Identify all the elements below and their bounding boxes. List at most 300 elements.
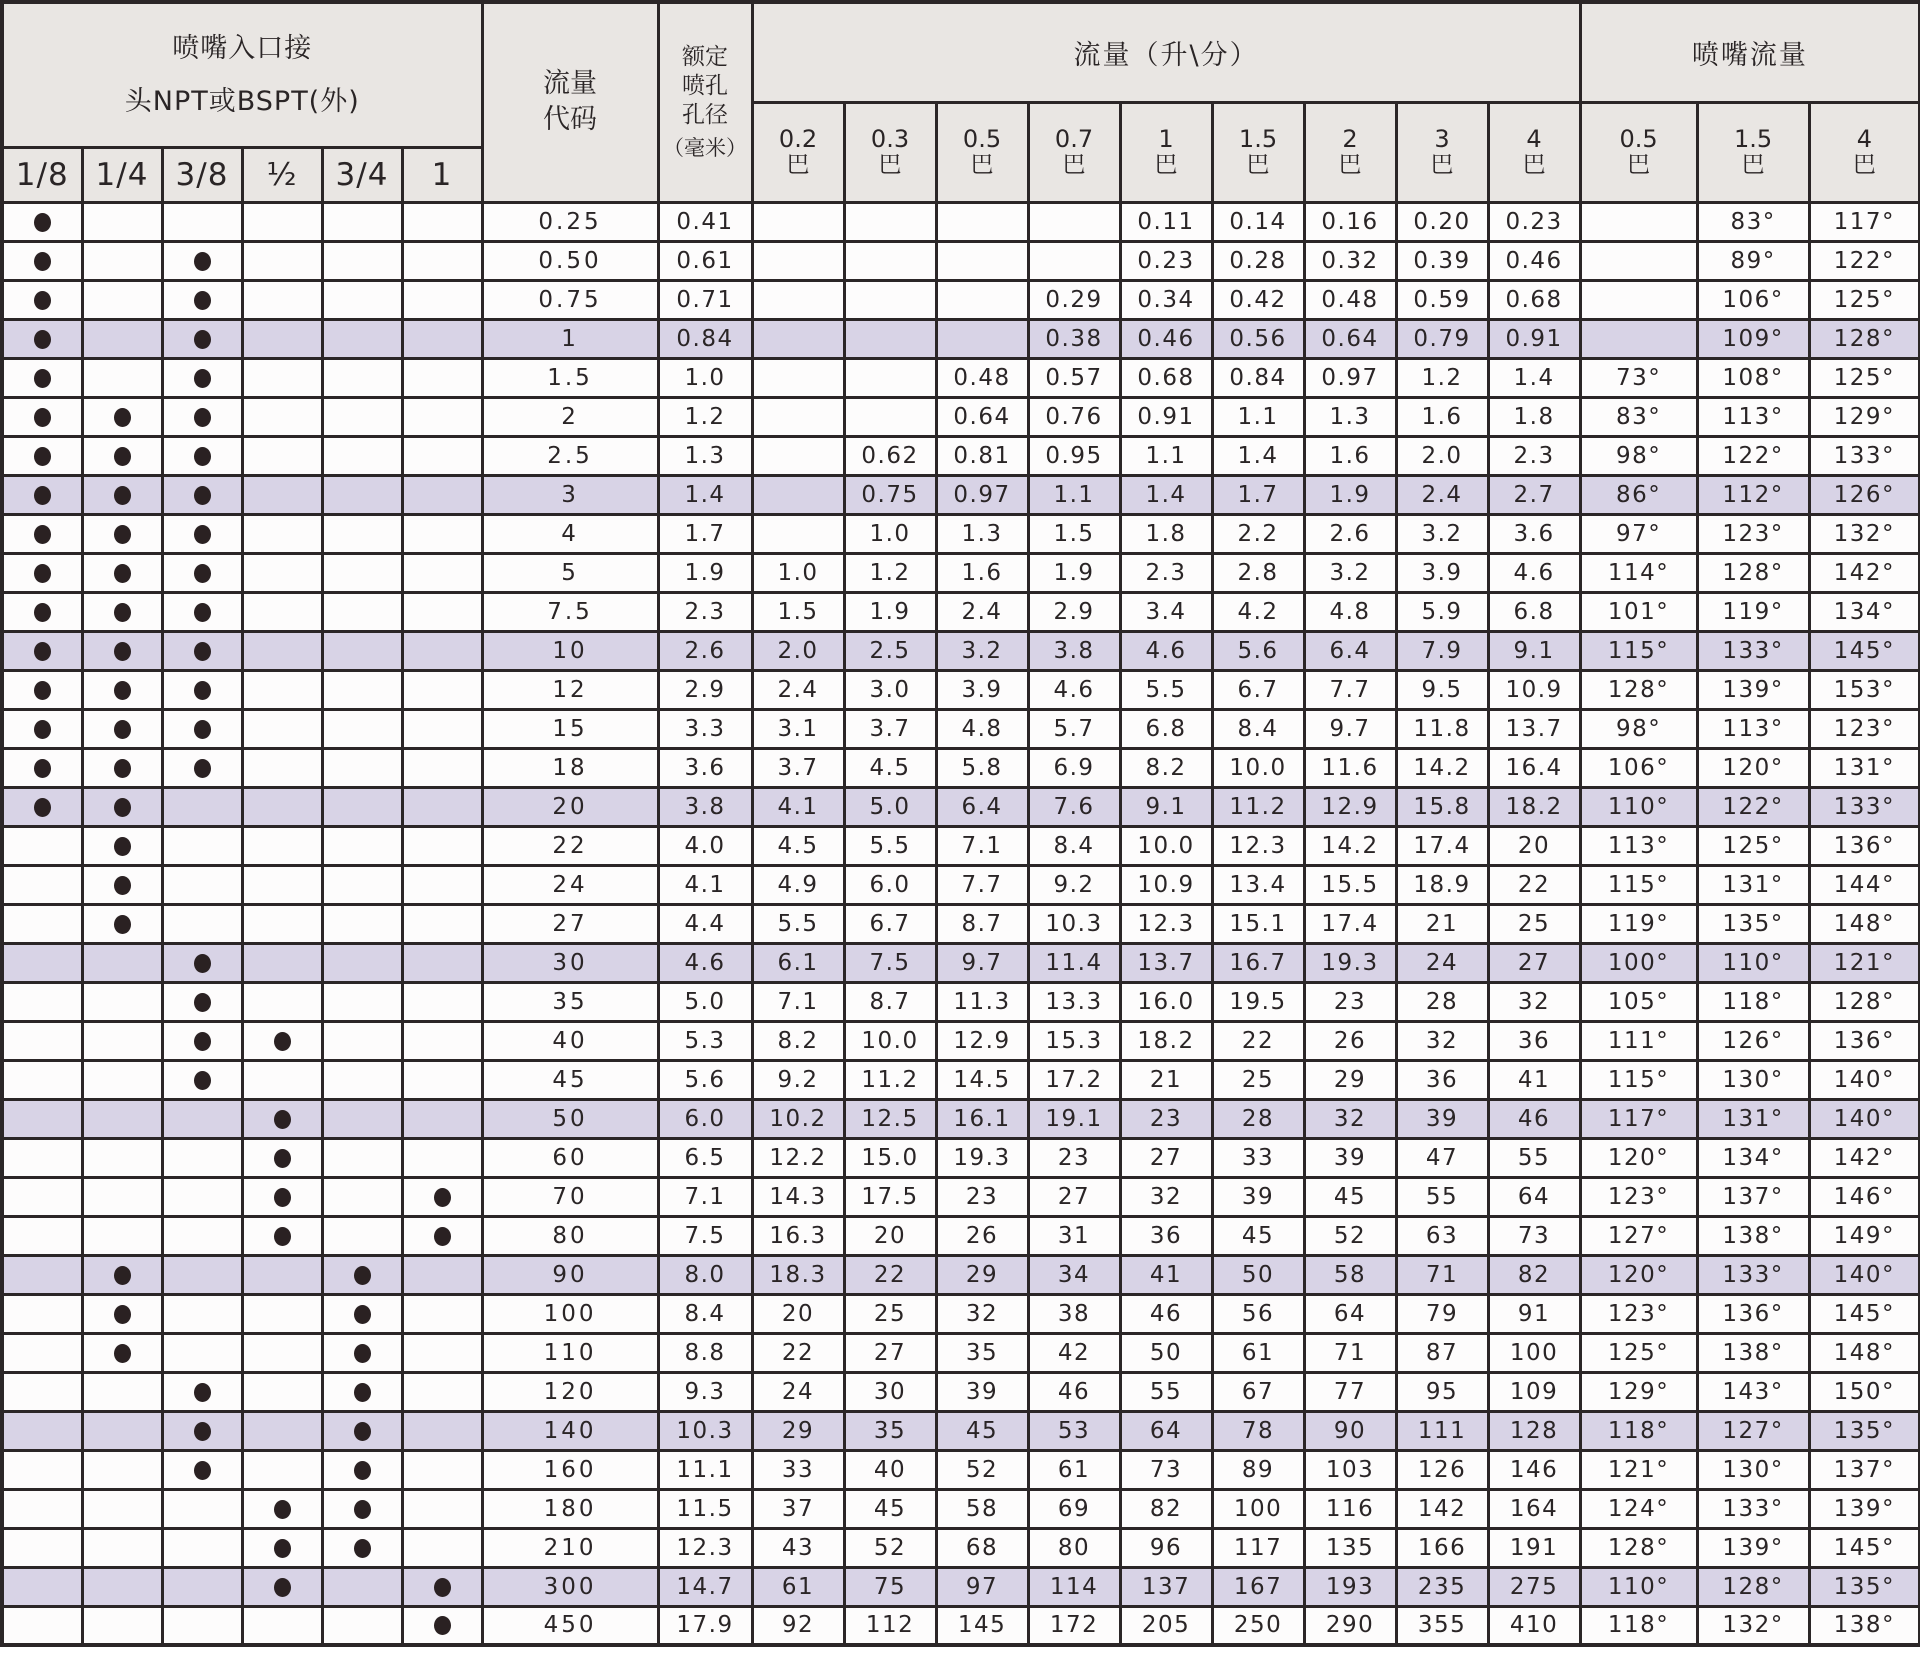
spray-angle-cell: 113°: [1697, 397, 1809, 436]
orifice-diameter-cell: 6.5: [658, 1138, 752, 1177]
flow-value-cell: 29: [936, 1255, 1028, 1294]
availability-dot-icon: [114, 1305, 131, 1324]
flow-value-cell: 87: [1396, 1333, 1488, 1372]
availability-dot-icon: [354, 1422, 371, 1441]
flow-value-cell: 80: [1028, 1528, 1120, 1567]
inlet-dot-cell: [402, 1177, 482, 1216]
inlet-size-header-1-2: ½: [242, 147, 322, 202]
inlet-dot-cell: [322, 1372, 402, 1411]
inlet-dot-cell: [162, 865, 242, 904]
spray-angle-cell: 98°: [1580, 436, 1697, 475]
inlet-size-header-1: 1: [402, 147, 482, 202]
flow-value-cell: 5.5: [844, 826, 936, 865]
flow-value-cell: 2.4: [752, 670, 844, 709]
flow-value-cell: 0.76: [1028, 397, 1120, 436]
inlet-dot-cell: [82, 397, 162, 436]
flow-value-cell: 2.7: [1488, 475, 1580, 514]
inlet-dot-cell: [2, 358, 82, 397]
inlet-dot-cell: [242, 1450, 322, 1489]
flow-value-cell: 89: [1212, 1450, 1304, 1489]
table-row: [2, 943, 1920, 982]
spray-angle-cell: 143°: [1697, 1372, 1809, 1411]
orifice-diameter-cell: 0.41: [658, 202, 752, 241]
flow-value-cell: 3.7: [752, 748, 844, 787]
flow-value-cell: 12.2: [752, 1138, 844, 1177]
flow-value-cell: [1028, 202, 1120, 241]
inlet-dot-cell: [82, 670, 162, 709]
flow-value-cell: 3.9: [936, 670, 1028, 709]
flow-value-cell: [752, 358, 844, 397]
inlet-dot-cell: [2, 241, 82, 280]
pressure-header-3bar: 3 巴: [1396, 102, 1488, 202]
flow-code-cell: 120: [482, 1372, 658, 1411]
flow-value-cell: 111: [1396, 1411, 1488, 1450]
inlet-dot-cell: [242, 319, 322, 358]
inlet-dot-cell: [242, 280, 322, 319]
flow-value-cell: 18.2: [1488, 787, 1580, 826]
inlet-dot-cell: [82, 1606, 162, 1645]
inlet-dot-cell: [322, 514, 402, 553]
availability-dot-icon: [194, 447, 211, 466]
table-row: [2, 787, 1920, 826]
flow-value-cell: 0.95: [1028, 436, 1120, 475]
spray-angle-cell: 123°: [1809, 709, 1920, 748]
inlet-dot-cell: [402, 1294, 482, 1333]
availability-dot-icon: [354, 1461, 371, 1480]
inlet-dot-cell: [242, 1606, 322, 1645]
flow-value-cell: 78: [1212, 1411, 1304, 1450]
flow-value-cell: 11.3: [936, 982, 1028, 1021]
inlet-dot-cell: [322, 709, 402, 748]
spray-angle-cell: 83°: [1580, 397, 1697, 436]
flow-value-cell: [844, 202, 936, 241]
flow-value-cell: 15.5: [1304, 865, 1396, 904]
flow-value-cell: 91: [1488, 1294, 1580, 1333]
table-row: [2, 1177, 1920, 1216]
flow-value-cell: 0.81: [936, 436, 1028, 475]
inlet-dot-cell: [322, 1021, 402, 1060]
inlet-dot-cell: [82, 709, 162, 748]
flow-value-cell: 3.6: [1488, 514, 1580, 553]
flow-code-cell: 140: [482, 1411, 658, 1450]
flow-value-cell: 73: [1488, 1216, 1580, 1255]
table-row: [2, 1021, 1920, 1060]
flow-value-cell: 20: [752, 1294, 844, 1333]
flow-value-cell: 0.29: [1028, 280, 1120, 319]
availability-dot-icon: [114, 681, 131, 700]
spray-angle-cell: 140°: [1809, 1099, 1920, 1138]
spray-angle-cell: 148°: [1809, 1333, 1920, 1372]
flow-value-cell: 27: [1120, 1138, 1212, 1177]
spray-angle-cell: 101°: [1580, 592, 1697, 631]
table-row: [2, 1606, 1920, 1645]
orifice-diameter-cell: 3.3: [658, 709, 752, 748]
spray-angle-cell: 125°: [1809, 280, 1920, 319]
inlet-dot-cell: [2, 787, 82, 826]
flow-value-cell: 12.9: [936, 1021, 1028, 1060]
availability-dot-icon: [354, 1500, 371, 1519]
inlet-dot-cell: [242, 1060, 322, 1099]
spray-angle-cell: 153°: [1809, 670, 1920, 709]
flow-value-cell: 1.4: [1488, 358, 1580, 397]
flow-value-cell: 27: [1488, 943, 1580, 982]
inlet-dot-cell: [2, 1138, 82, 1177]
flow-code-cell: 40: [482, 1021, 658, 1060]
flow-value-cell: 4.8: [936, 709, 1028, 748]
inlet-dot-cell: [402, 1489, 482, 1528]
inlet-dot-cell: [82, 1333, 162, 1372]
flow-value-cell: 5.9: [1396, 592, 1488, 631]
orifice-diameter-cell: 1.3: [658, 436, 752, 475]
flow-value-cell: [936, 202, 1028, 241]
flow-value-cell: 10.0: [844, 1021, 936, 1060]
inlet-dot-cell: [402, 397, 482, 436]
flow-value-cell: 0.56: [1212, 319, 1304, 358]
availability-dot-icon: [114, 915, 131, 934]
spray-angle-cell: 148°: [1809, 904, 1920, 943]
inlet-dot-cell: [162, 670, 242, 709]
spray-angle-cell: 132°: [1697, 1606, 1809, 1645]
spray-angle-cell: 110°: [1580, 787, 1697, 826]
table-row: [2, 1528, 1920, 1567]
flow-value-cell: 0.32: [1304, 241, 1396, 280]
spray-angle-cell: 115°: [1580, 1060, 1697, 1099]
inlet-dot-cell: [402, 1528, 482, 1567]
flow-value-cell: 0.20: [1396, 202, 1488, 241]
flow-value-cell: 4.6: [1120, 631, 1212, 670]
flow-value-cell: 75: [844, 1567, 936, 1606]
availability-dot-icon: [114, 642, 131, 661]
inlet-dot-cell: [2, 1567, 82, 1606]
inlet-dot-cell: [322, 865, 402, 904]
inlet-dot-cell: [2, 1333, 82, 1372]
table-row: [2, 202, 1920, 241]
table-row: [2, 436, 1920, 475]
spray-angle-cell: 146°: [1809, 1177, 1920, 1216]
availability-dot-icon: [114, 1344, 131, 1363]
inlet-dot-cell: [162, 1099, 242, 1138]
inlet-dot-cell: [242, 943, 322, 982]
inlet-dot-cell: [162, 631, 242, 670]
inlet-dot-cell: [2, 1216, 82, 1255]
orifice-diameter-cell: 11.1: [658, 1450, 752, 1489]
flow-value-cell: 5.6: [1212, 631, 1304, 670]
orifice-diameter-cell: 9.3: [658, 1372, 752, 1411]
flow-value-cell: 14.5: [936, 1060, 1028, 1099]
flow-value-cell: 35: [844, 1411, 936, 1450]
flow-value-cell: 9.1: [1120, 787, 1212, 826]
spray-angle-cell: 120°: [1697, 748, 1809, 787]
inlet-dot-cell: [402, 1255, 482, 1294]
flow-value-cell: 37: [752, 1489, 844, 1528]
spray-angle-cell: 118°: [1580, 1411, 1697, 1450]
flow-value-cell: 0.64: [1304, 319, 1396, 358]
orifice-diameter-cell: 3.6: [658, 748, 752, 787]
spray-angle-cell: [1580, 280, 1697, 319]
table-row: [2, 475, 1920, 514]
flow-value-cell: 166: [1396, 1528, 1488, 1567]
inlet-dot-cell: [2, 1489, 82, 1528]
spray-angle-cell: 128°: [1809, 982, 1920, 1021]
inlet-size-header-3-8: 3/8: [162, 147, 242, 202]
flow-code-cell: 60: [482, 1138, 658, 1177]
spray-angle-cell: 113°: [1697, 709, 1809, 748]
table-row: [2, 358, 1920, 397]
inlet-dot-cell: [2, 826, 82, 865]
availability-dot-icon: [354, 1344, 371, 1363]
inlet-dot-cell: [82, 319, 162, 358]
flow-value-cell: 0.62: [844, 436, 936, 475]
flow-value-cell: 0.23: [1488, 202, 1580, 241]
flow-value-cell: 3.2: [1304, 553, 1396, 592]
flow-value-cell: 9.2: [752, 1060, 844, 1099]
flow-value-cell: 33: [752, 1450, 844, 1489]
spray-angle-cell: 120°: [1580, 1255, 1697, 1294]
flow-value-cell: 25: [1212, 1060, 1304, 1099]
flow-code-cell: 100: [482, 1294, 658, 1333]
flow-code-cell: 50: [482, 1099, 658, 1138]
spray-angle-cell: 108°: [1697, 358, 1809, 397]
flow-code-cell: 2: [482, 397, 658, 436]
flow-code-cell: 450: [482, 1606, 658, 1645]
flow-value-cell: 43: [752, 1528, 844, 1567]
inlet-dot-cell: [162, 982, 242, 1021]
flow-value-cell: 0.14: [1212, 202, 1304, 241]
inlet-dot-cell: [162, 1216, 242, 1255]
inlet-dot-cell: [82, 1294, 162, 1333]
inlet-dot-cell: [82, 1060, 162, 1099]
inlet-dot-cell: [242, 1372, 322, 1411]
inlet-dot-cell: [82, 358, 162, 397]
flow-value-cell: 69: [1028, 1489, 1120, 1528]
spray-angle-cell: 122°: [1697, 787, 1809, 826]
flow-value-cell: 9.2: [1028, 865, 1120, 904]
availability-dot-icon: [274, 1539, 291, 1558]
availability-dot-icon: [194, 993, 211, 1012]
inlet-dot-cell: [322, 670, 402, 709]
flow-value-cell: 112: [844, 1606, 936, 1645]
spray-angle-cell: 130°: [1697, 1060, 1809, 1099]
flow-value-cell: 45: [936, 1411, 1028, 1450]
spray-angle-cell: 128°: [1697, 553, 1809, 592]
inlet-dot-cell: [2, 1528, 82, 1567]
flow-value-cell: 52: [936, 1450, 1028, 1489]
spray-angle-cell: 123°: [1697, 514, 1809, 553]
flow-value-cell: 46: [1488, 1099, 1580, 1138]
table-row: [2, 1060, 1920, 1099]
inlet-dot-cell: [2, 397, 82, 436]
flow-value-cell: 50: [1212, 1255, 1304, 1294]
availability-dot-icon: [194, 369, 211, 388]
flow-value-cell: 1.6: [1396, 397, 1488, 436]
orifice-diameter-cell: 0.61: [658, 241, 752, 280]
availability-dot-icon: [34, 447, 51, 466]
orifice-diameter-cell: 8.4: [658, 1294, 752, 1333]
inlet-dot-cell: [162, 1138, 242, 1177]
flow-value-cell: 1.9: [1304, 475, 1396, 514]
flow-value-cell: 191: [1488, 1528, 1580, 1567]
availability-dot-icon: [34, 564, 51, 583]
flow-value-cell: 17.4: [1304, 904, 1396, 943]
inlet-dot-cell: [82, 592, 162, 631]
flow-value-cell: 23: [936, 1177, 1028, 1216]
flow-value-cell: 0.48: [1304, 280, 1396, 319]
inlet-dot-cell: [2, 1294, 82, 1333]
inlet-dot-cell: [242, 709, 322, 748]
flow-value-cell: [844, 319, 936, 358]
spray-angle-cell: 133°: [1697, 1255, 1809, 1294]
flow-code-cell: 0.50: [482, 241, 658, 280]
flow-value-cell: 29: [1304, 1060, 1396, 1099]
inlet-dot-cell: [242, 904, 322, 943]
inlet-dot-cell: [162, 553, 242, 592]
flow-code-cell: 10: [482, 631, 658, 670]
flow-value-cell: 36: [1120, 1216, 1212, 1255]
inlet-dot-cell: [82, 1450, 162, 1489]
availability-dot-icon: [434, 1188, 451, 1207]
availability-dot-icon: [274, 1578, 291, 1597]
flow-value-cell: 1.4: [1212, 436, 1304, 475]
flow-code-cell: 210: [482, 1528, 658, 1567]
flow-value-cell: 0.57: [1028, 358, 1120, 397]
spray-angle-cell: 115°: [1580, 631, 1697, 670]
flow-value-cell: 5.5: [752, 904, 844, 943]
availability-dot-icon: [194, 603, 211, 622]
pressure-header-1.5bar: 1.5 巴: [1212, 102, 1304, 202]
flow-value-cell: 2.4: [1396, 475, 1488, 514]
inlet-dot-cell: [322, 319, 402, 358]
flow-value-cell: 410: [1488, 1606, 1580, 1645]
flow-value-cell: 95: [1396, 1372, 1488, 1411]
inlet-dot-cell: [322, 592, 402, 631]
inlet-dot-cell: [2, 1606, 82, 1645]
flow-value-cell: 19.3: [1304, 943, 1396, 982]
flow-value-cell: 22: [752, 1333, 844, 1372]
flow-value-cell: 0.75: [844, 475, 936, 514]
inlet-group-header: [2, 2, 482, 147]
spray-angle-cell: 121°: [1809, 943, 1920, 982]
flow-value-cell: 167: [1212, 1567, 1304, 1606]
orifice-diameter-cell: 0.84: [658, 319, 752, 358]
inlet-dot-cell: [402, 748, 482, 787]
flow-value-cell: [936, 241, 1028, 280]
table-row: [2, 982, 1920, 1021]
inlet-dot-cell: [162, 1489, 242, 1528]
inlet-dot-cell: [82, 1489, 162, 1528]
spray-angle-cell: 97°: [1580, 514, 1697, 553]
inlet-dot-cell: [402, 436, 482, 475]
flow-value-cell: 16.4: [1488, 748, 1580, 787]
inlet-dot-cell: [322, 1411, 402, 1450]
inlet-dot-cell: [82, 202, 162, 241]
flow-value-cell: 5.0: [844, 787, 936, 826]
flow-code-cell: 15: [482, 709, 658, 748]
inlet-dot-cell: [162, 1606, 242, 1645]
inlet-dot-cell: [162, 592, 242, 631]
flow-value-cell: 6.8: [1488, 592, 1580, 631]
flow-value-cell: 46: [1120, 1294, 1212, 1333]
flow-value-cell: 33: [1212, 1138, 1304, 1177]
flow-code-cell: 22: [482, 826, 658, 865]
flow-value-cell: 21: [1396, 904, 1488, 943]
spray-angle-cell: [1580, 202, 1697, 241]
inlet-dot-cell: [322, 1099, 402, 1138]
inlet-dot-cell: [2, 982, 82, 1021]
flow-value-cell: 90: [1304, 1411, 1396, 1450]
flow-value-cell: 67: [1212, 1372, 1304, 1411]
availability-dot-icon: [274, 1188, 291, 1207]
flow-value-cell: 29: [752, 1411, 844, 1450]
inlet-dot-cell: [242, 670, 322, 709]
flow-value-cell: 193: [1304, 1567, 1396, 1606]
inlet-dot-cell: [242, 1489, 322, 1528]
availability-dot-icon: [194, 1383, 211, 1402]
flow-value-cell: 13.7: [1488, 709, 1580, 748]
flow-value-cell: 21: [1120, 1060, 1212, 1099]
inlet-dot-cell: [322, 904, 402, 943]
table-row: [2, 631, 1920, 670]
flow-value-cell: 64: [1120, 1411, 1212, 1450]
inlet-dot-cell: [162, 748, 242, 787]
flow-code-cell: 18: [482, 748, 658, 787]
spray-angle-cell: 121°: [1580, 1450, 1697, 1489]
flow-value-cell: 26: [1304, 1021, 1396, 1060]
flow-value-cell: 355: [1396, 1606, 1488, 1645]
inlet-dot-cell: [402, 475, 482, 514]
flow-value-cell: 40: [844, 1450, 936, 1489]
availability-dot-icon: [274, 1110, 291, 1129]
flow-value-cell: 137: [1120, 1567, 1212, 1606]
availability-dot-icon: [114, 759, 131, 778]
orifice-diameter-cell: 5.0: [658, 982, 752, 1021]
flow-value-cell: 0.91: [1120, 397, 1212, 436]
orifice-diameter-cell: 7.1: [658, 1177, 752, 1216]
inlet-dot-cell: [402, 670, 482, 709]
flow-value-cell: 126: [1396, 1450, 1488, 1489]
orifice-header: 额定 喷孔 孔径 （毫米）: [658, 2, 752, 202]
inlet-dot-cell: [162, 475, 242, 514]
spray-angle-cell: 131°: [1697, 1099, 1809, 1138]
spray-angle-cell: 113°: [1580, 826, 1697, 865]
inlet-dot-cell: [2, 1450, 82, 1489]
spray-angle-cell: 135°: [1697, 904, 1809, 943]
inlet-dot-cell: [162, 241, 242, 280]
flow-value-cell: 96: [1120, 1528, 1212, 1567]
inlet-dot-cell: [2, 553, 82, 592]
flow-value-cell: 32: [1304, 1099, 1396, 1138]
flow-value-cell: [752, 514, 844, 553]
flow-value-cell: 25: [844, 1294, 936, 1333]
inlet-dot-cell: [322, 982, 402, 1021]
spray-angle-cell: 83°: [1697, 202, 1809, 241]
spray-angle-cell: 118°: [1580, 1606, 1697, 1645]
flow-value-cell: 2.3: [1120, 553, 1212, 592]
table-row: [2, 1372, 1920, 1411]
flow-value-cell: 2.6: [1304, 514, 1396, 553]
flow-code-cell: 300: [482, 1567, 658, 1606]
inlet-dot-cell: [242, 358, 322, 397]
spray-angle-cell: 138°: [1697, 1333, 1809, 1372]
inlet-dot-cell: [82, 436, 162, 475]
flow-value-cell: 14.2: [1396, 748, 1488, 787]
orifice-diameter-cell: 8.0: [658, 1255, 752, 1294]
inlet-dot-cell: [322, 1567, 402, 1606]
inlet-dot-cell: [322, 436, 402, 475]
inlet-dot-cell: [402, 1333, 482, 1372]
flow-code-cell: 5: [482, 553, 658, 592]
inlet-dot-cell: [2, 1177, 82, 1216]
flow-value-cell: 8.7: [936, 904, 1028, 943]
